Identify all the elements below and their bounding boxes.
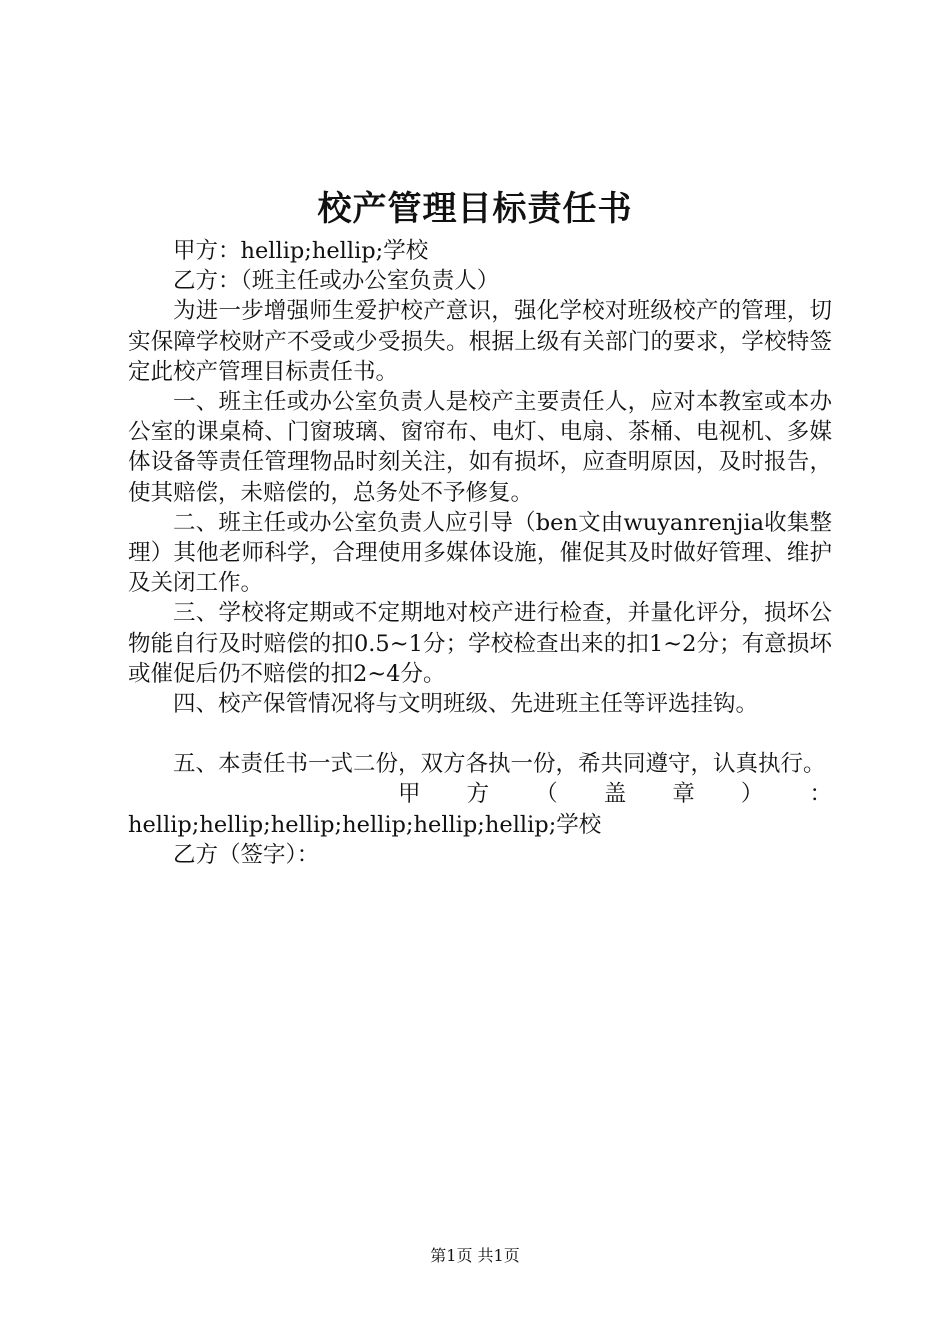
clause-4: 四、校产保管情况将与文明班级、先进班主任等评选挂钩。 xyxy=(173,691,759,718)
party-a-signature-value: hellip;hellip;hellip;hellip;hellip;hellip;学校 xyxy=(128,811,602,838)
sign-a-char: 盖 xyxy=(603,781,627,808)
sign-a-char: 章 xyxy=(672,781,695,808)
blank-line xyxy=(128,719,832,749)
sign-a-char: ： xyxy=(809,781,832,808)
clause-2: 二、班主任或办公室负责人应引导（ben文由wuyanrenjia收集整理）其他老师科学，合理使用多媒体设施，催促其及时做好管理、维护及关闭工作。 xyxy=(128,509,832,597)
clause-3: 三、学校将定期或不定期地对校产进行检查，并量化评分，损坏公物能自行及时赔偿的扣0.5~1分；学校检查出来的扣1~2分；有意损坏或催促后仍不赔偿的扣2~4分。 xyxy=(128,600,832,687)
party-b-line: 乙方：（班主任或办公室负责人） xyxy=(173,268,500,295)
clause-1: 一、班主任或办公室负责人是校产主要责任人，应对本教室或本办公室的课桌椅、门窗玻璃、窗帘布、电灯、电扇、茶桶、电视机、多媒体设备等责任管理物品时刻关注，如有损坏，应查明原因，及时报告，使其赔偿，未赔偿的，总务处不予修复。 xyxy=(128,389,832,506)
document-body xyxy=(128,236,832,870)
party-a-signature-label xyxy=(128,779,832,809)
intro-paragraph: 为进一步增强师生爱护校产意识，强化学校对班级校产的管理，切实保障学校财产不受或少受损失。根据上级有关部门的要求，学校特签定此校产管理目标责任书。 xyxy=(128,298,832,385)
sign-a-char: 甲 xyxy=(398,781,421,808)
sign-a-char: （ xyxy=(535,781,558,808)
sign-a-char: ） xyxy=(740,781,764,808)
sign-a-char: 方 xyxy=(466,781,490,808)
party-a-line: 甲方：hellip;hellip;学校 xyxy=(173,238,429,264)
clause-5: 五、本责任书一式二份，双方各执一份，希共同遵守，认真执行。 xyxy=(173,751,826,778)
party-b-signature-label: 乙方（签字）： xyxy=(173,841,320,868)
document-title: 校产管理目标责任书 xyxy=(317,189,633,229)
page-footer: 第1页 共1页 xyxy=(430,1246,520,1265)
